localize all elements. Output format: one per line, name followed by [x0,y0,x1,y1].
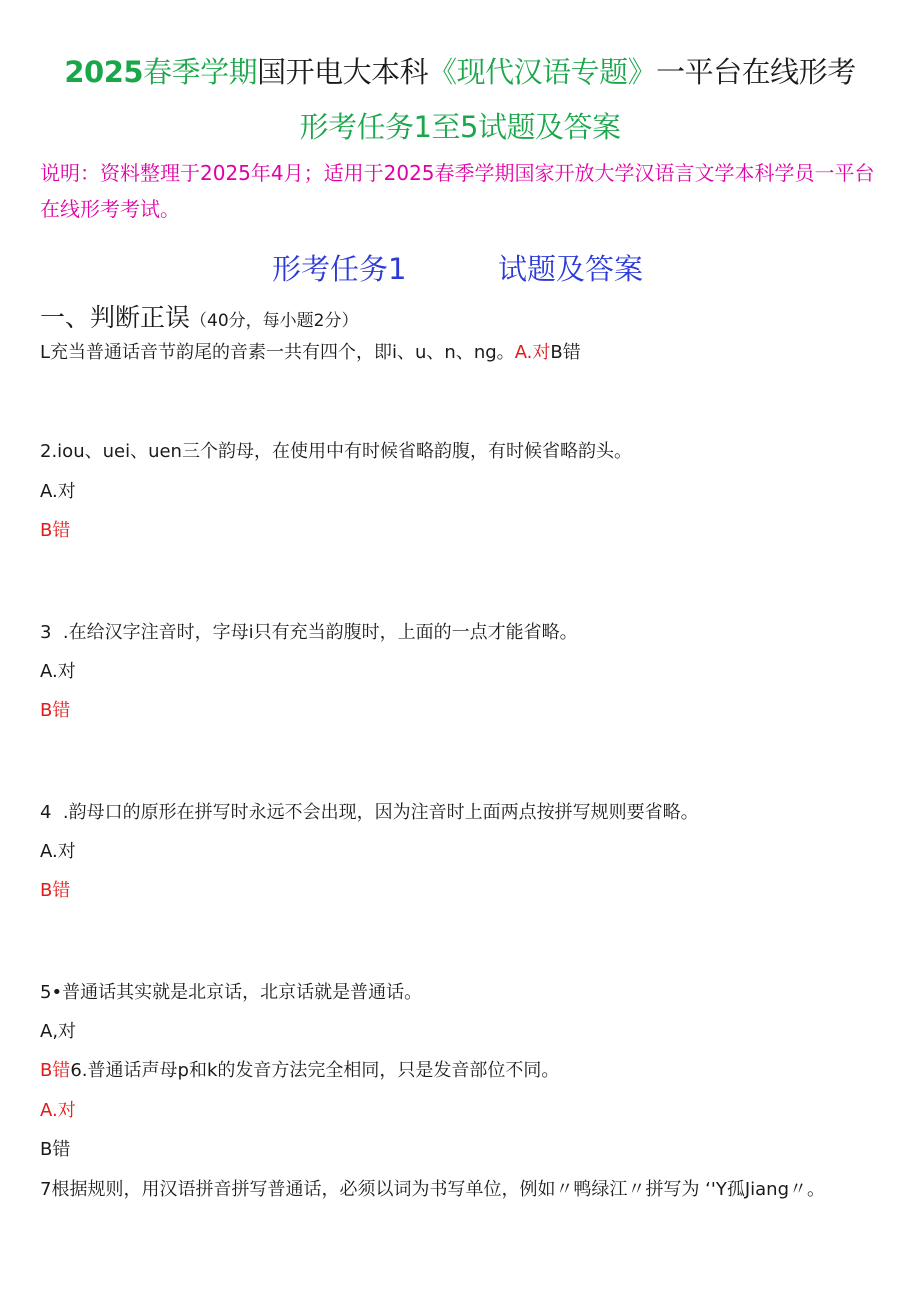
section-title-left: 形考任务1 [272,252,407,286]
option-b[interactable]: B错 [550,342,581,363]
part-heading [40,298,358,334]
question-6: 6.普通话声母p和k的发音方法完全相同，只是发音部位不同。 [70,1060,560,1081]
option-a[interactable]: A.对 [40,481,76,502]
option-b-answer[interactable]: B错 [40,880,71,901]
question-text: L充当普通话音节韵尾的音素一共有四个，即i、u、n、ng。 [40,342,515,363]
option-b[interactable]: B错 [40,1139,71,1160]
document-note: 说明：资料整理于2025年4月；适用于2025春季学期国家开放大学汉语言文学本科学员一平台在线形考考试。 [40,161,875,221]
question-7: 7根据规则，用汉语拼音拼写普通话，必须以词为书写单位，例如〃鸭绿江〃拼写为 ‘'Y孤Jiang〃。 [40,1179,826,1200]
question-6-line [40,1056,559,1082]
option-b-answer[interactable]: B错 [40,520,71,541]
option-a[interactable]: A,对 [40,1021,77,1042]
title-semester: 春季学期 [143,55,258,89]
option-a[interactable]: A.对 [40,661,76,682]
document-subtitle: 形考任务1至5试题及答案 [299,110,621,144]
part-heading-detail: （40分，每小题2分） [190,311,359,331]
question-1 [40,338,581,364]
question-2: 2.iou、uei、uen三个韵母，在使用中有时候省略韵腹，有时候省略韵头。 [40,441,632,462]
option-a-answer[interactable]: A.对 [514,342,551,363]
question-3: 3 .在给汉字注音时，字母i只有充当韵腹时，上面的一点才能省略。 [40,622,578,643]
section-title-right: 试题及答案 [498,252,644,286]
option-b-answer[interactable]: B错 [40,1060,71,1081]
part-heading-main: 一、判断正误 [40,303,191,332]
option-a[interactable]: A.对 [40,841,76,862]
question-5: 5•普通话其实就是北京话，北京话就是普通话。 [40,982,423,1003]
title-platform: 一平台在线形考 [656,55,856,89]
option-b-answer[interactable]: B错 [40,700,71,721]
title-year: 2025 [64,55,144,89]
option-a-answer[interactable]: A.对 [40,1100,76,1121]
title-school: 国开电大本科 [257,55,429,89]
title-course: 《现代汉语专题》 [428,55,657,89]
question-4: 4 .韵母口的原形在拼写时永远不会出现，因为注音时上面两点按拼写规则要省略。 [40,802,699,823]
document-title [0,50,920,91]
